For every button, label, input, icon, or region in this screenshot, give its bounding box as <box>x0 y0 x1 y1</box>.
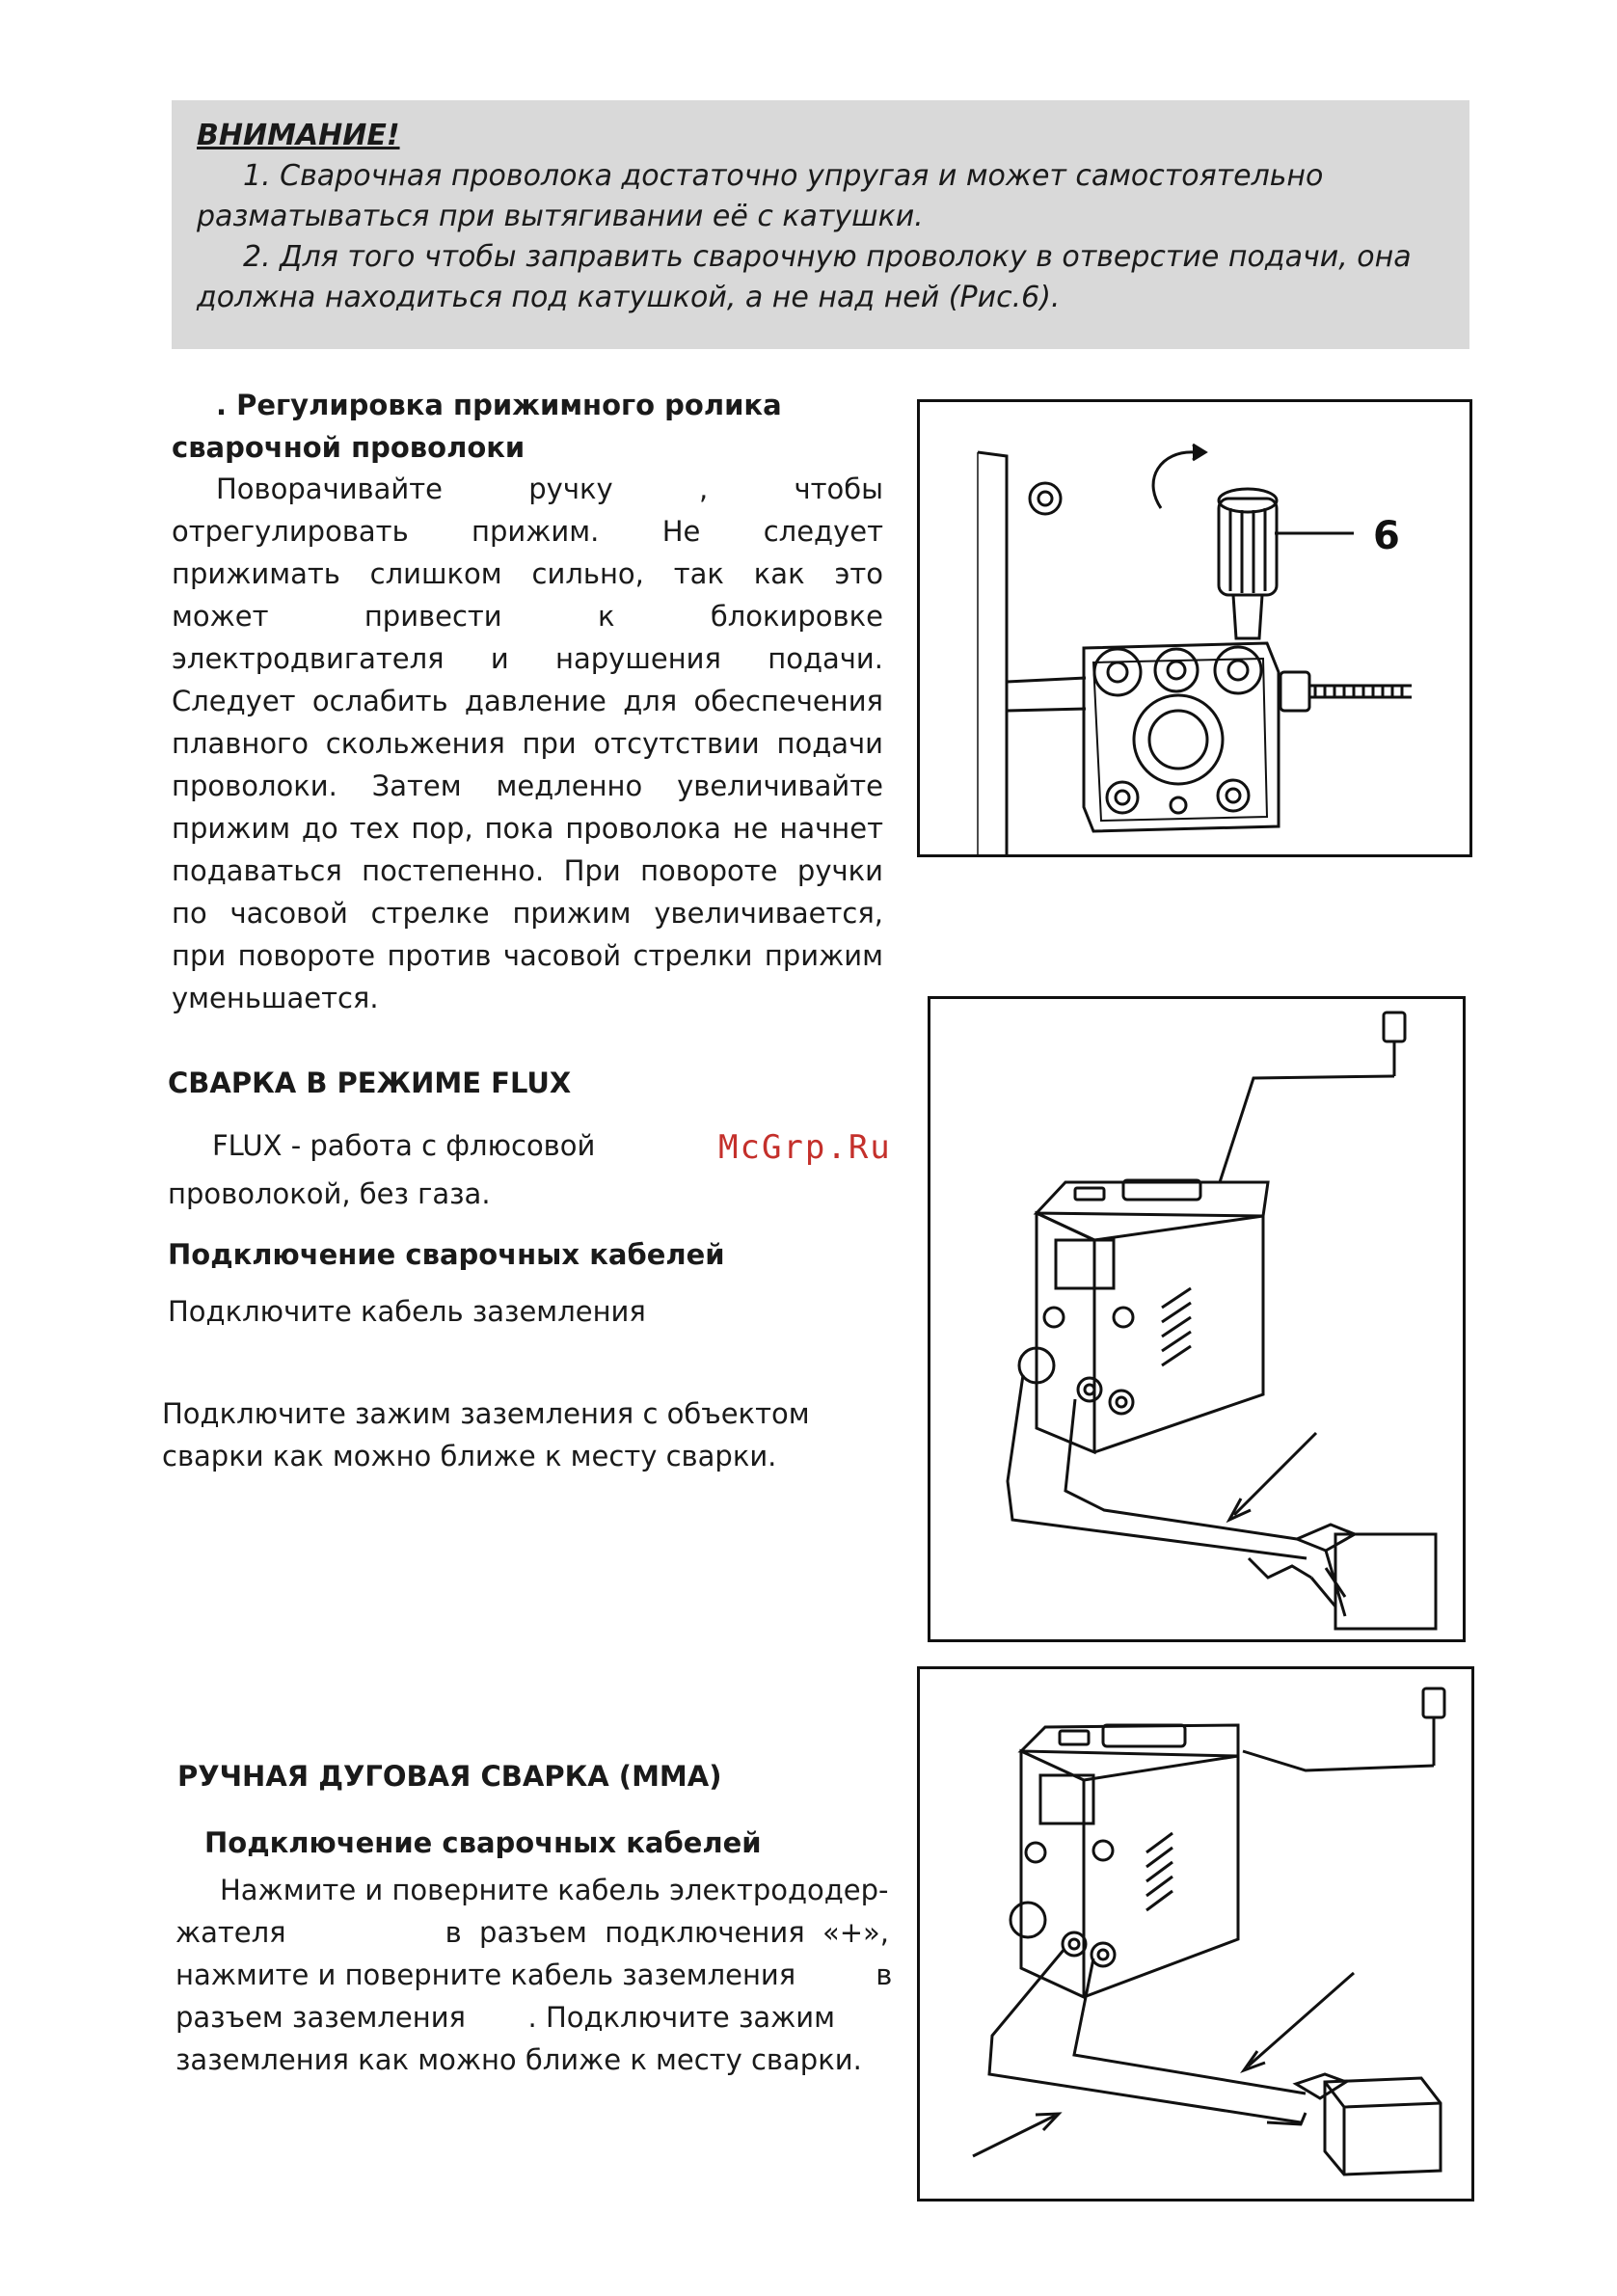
notice-item-1: 1. Сварочная проволока достаточно упругая и может самостоятельно разматываться при вытягивании её с катушки. <box>197 159 1324 233</box>
mma-welder-drawing <box>920 1669 1471 2199</box>
mma-line-4: разъем заземления . Подключите зажим <box>175 2001 835 2034</box>
notice-item-2: 2. Для того чтобы заправить сварочную проволоку в отверстие подачи, она должна находиться под катушкой, а не над ней (Рис.6). <box>197 240 1412 314</box>
mma-heading: РУЧНАЯ ДУГОВАЯ СВАРКА (MMA) <box>177 1760 722 1793</box>
figure-label-6: 6 <box>1373 514 1400 558</box>
mma-line-2: жателя в разъем подключения «+», <box>175 1916 889 1949</box>
watermark: McGrp.Ru <box>718 1128 892 1167</box>
mma-line-3: нажмите и поверните кабель заземления в <box>175 1958 893 1991</box>
flux-welder-drawing <box>930 999 1463 1639</box>
notice-box <box>172 100 1469 349</box>
mma-line-1: Нажмите и поверните кабель электрододер- <box>220 1874 889 1906</box>
flux-step-1: Подключите кабель заземления <box>168 1295 646 1328</box>
figure-mma-welder <box>917 1666 1474 2201</box>
mma-subheading: Подключение сварочных кабелей <box>204 1826 762 1859</box>
figure-wire-feeder <box>917 399 1472 857</box>
figure-flux-welder <box>928 996 1466 1642</box>
flux-heading: СВАРКА В РЕЖИМЕ FLUX <box>168 1067 572 1099</box>
flux-mode-desc-2: проволокой, без газа. <box>168 1177 491 1210</box>
flux-mode-text <box>168 1121 708 1218</box>
mma-text <box>175 1869 893 2081</box>
flux-mode-desc: - работа с флюсовой <box>282 1129 596 1162</box>
notice-title: ВНИМАНИЕ! <box>197 119 400 152</box>
roller-text: Поворачивайте ручку , чтобы отрегулировать прижим. Не следует прижимать слишком сильно, так как это может привести к блокировке электродвигателя и нарушения подачи. Следует ослабить давление для обеспечения плавного скольжения при отсутствии подачи проволоки. Затем медленно увеличивайте прижим до тех пор, пока проволока не начнет подаваться постепенно. При повороте ручки по часовой стрелке прижим увеличивается, при повороте против часовой стрелки прижим уменьшается. <box>172 473 883 1014</box>
wire-feeder-drawing <box>920 402 1469 854</box>
flux-mode-label: FLUX <box>212 1129 283 1162</box>
roller-heading: . Регулировка прижимного ролика сварочной проволоки <box>172 389 782 464</box>
flux-step-2: Подключите зажим заземления с объектом сварки как можно ближе к месту сварки. <box>162 1397 810 1472</box>
mma-line-5: заземления как можно ближе к месту сварки. <box>175 2043 862 2076</box>
flux-subheading: Подключение сварочных кабелей <box>168 1238 725 1271</box>
